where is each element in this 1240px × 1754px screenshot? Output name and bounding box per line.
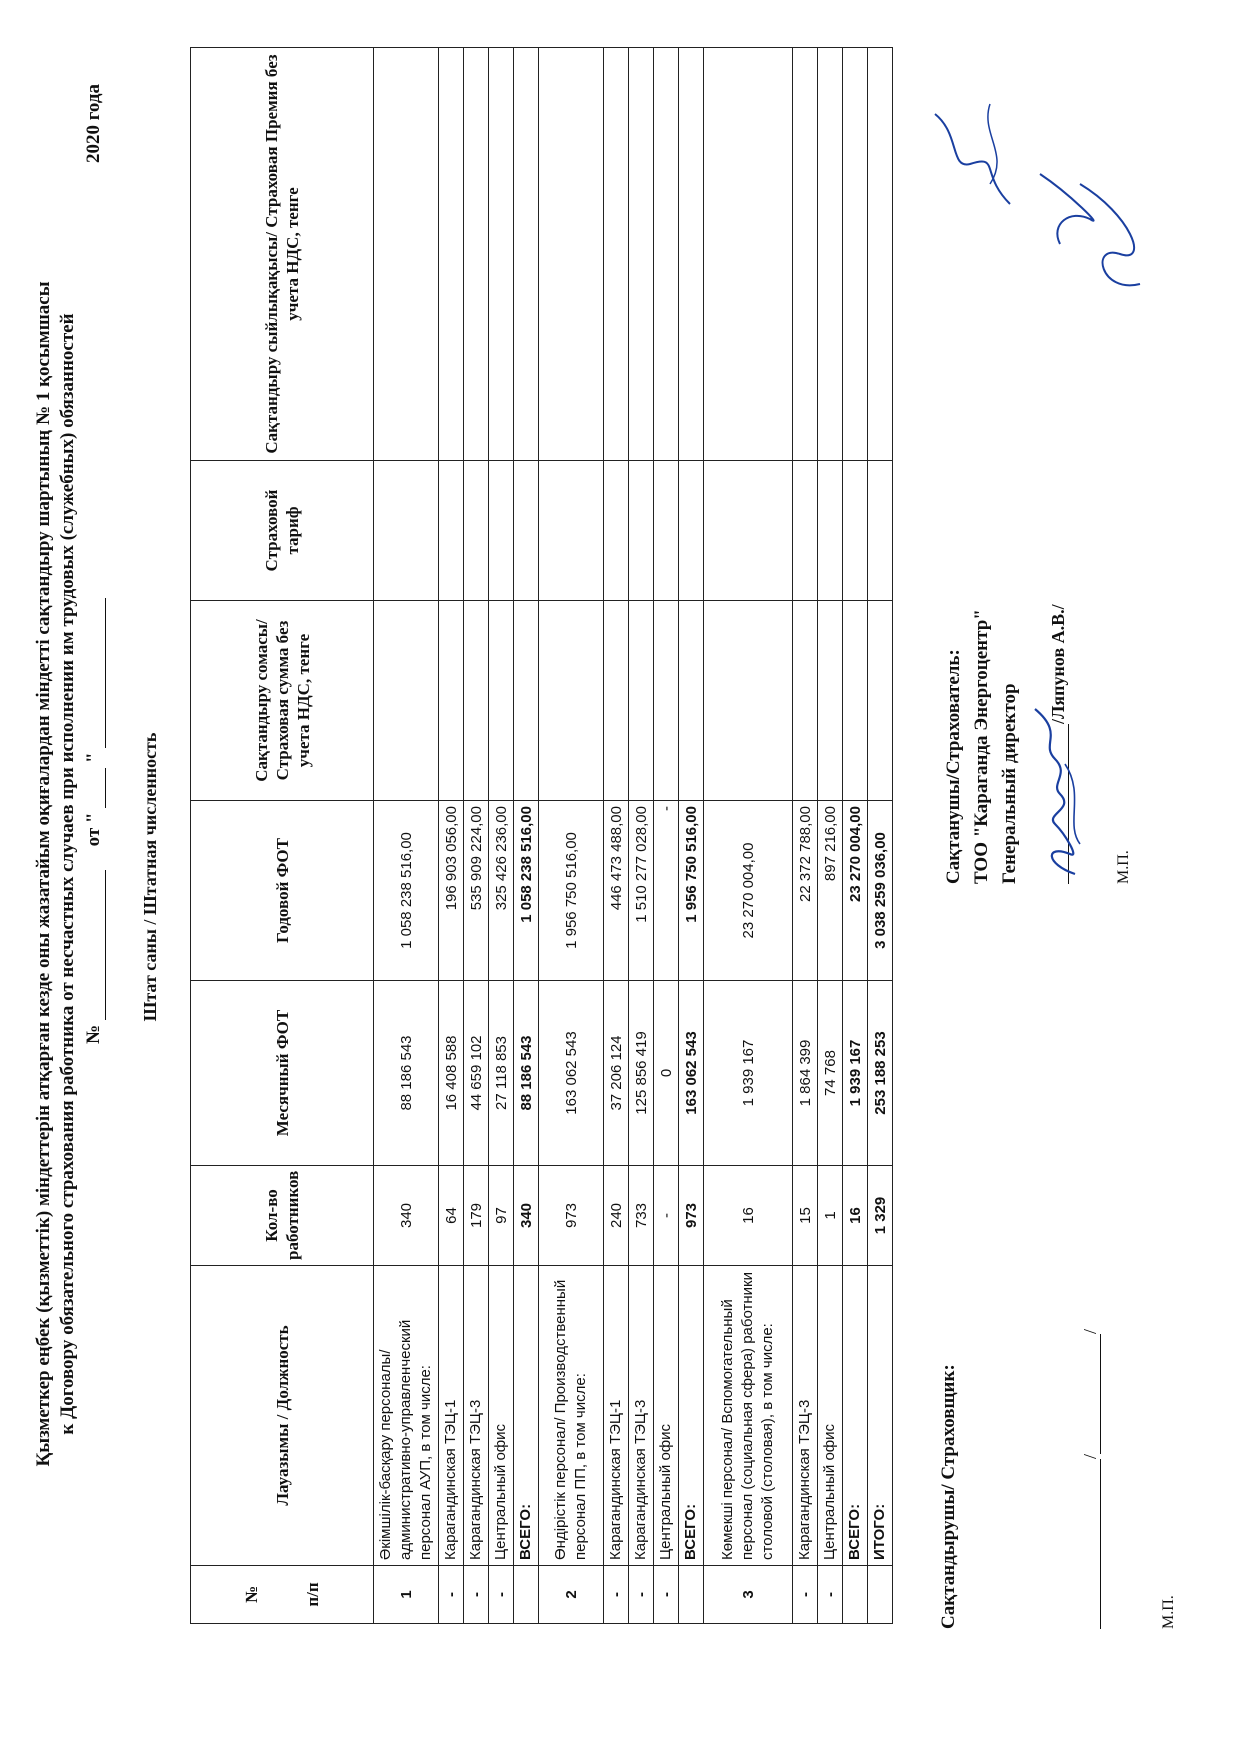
row-insured-sum bbox=[464, 601, 489, 801]
row-monthly-fot: 88 186 543 bbox=[514, 981, 539, 1166]
row-tariff bbox=[439, 461, 464, 601]
row-number: - bbox=[439, 1566, 464, 1624]
row-monthly-fot: 1 939 167 bbox=[843, 981, 868, 1166]
row-insured-sum bbox=[868, 601, 893, 801]
row-number bbox=[868, 1566, 893, 1624]
date-year: 2020 года bbox=[83, 84, 104, 163]
initial-signatures-image bbox=[920, 74, 1180, 304]
row-count: 15 bbox=[793, 1166, 818, 1266]
row-position: ВСЕГО: bbox=[514, 1266, 539, 1566]
row-number: - bbox=[818, 1566, 843, 1624]
row-premium bbox=[843, 48, 868, 461]
row-premium bbox=[464, 48, 489, 461]
row-premium bbox=[654, 48, 679, 461]
row-tariff bbox=[818, 461, 843, 601]
table-row bbox=[464, 48, 489, 1624]
row-number: - bbox=[489, 1566, 514, 1624]
row-insured-sum bbox=[514, 601, 539, 801]
row-monthly-fot: 74 768 bbox=[818, 981, 843, 1166]
row-count: 973 bbox=[679, 1166, 704, 1266]
row-annual-fot: 23 270 004,00 bbox=[704, 801, 793, 981]
header-line-russian: к Договору обязательного страхования работника от несчастных случаев при исполнении им трудовых (служебных) обязанностей bbox=[57, 313, 78, 1435]
row-number bbox=[843, 1566, 868, 1624]
row-position: Карагандинская ТЭЦ-3 bbox=[464, 1266, 489, 1566]
row-tariff bbox=[514, 461, 539, 601]
table-row-grand-total bbox=[868, 48, 893, 1624]
row-tariff bbox=[374, 461, 439, 601]
row-annual-fot: 535 909 224,00 bbox=[464, 801, 489, 981]
row-annual-fot: 1 058 238 516,00 bbox=[514, 801, 539, 981]
row-tariff bbox=[489, 461, 514, 601]
row-tariff bbox=[704, 461, 793, 601]
holder-stamp-place: М.П. bbox=[1115, 850, 1132, 884]
row-count: 179 bbox=[464, 1166, 489, 1266]
header-number-date bbox=[80, 64, 106, 1684]
row-annual-fot: 196 903 056,00 bbox=[439, 801, 464, 981]
row-premium bbox=[868, 48, 893, 461]
row-premium bbox=[679, 48, 704, 461]
table-row-total bbox=[679, 48, 704, 1624]
row-premium bbox=[793, 48, 818, 461]
row-annual-fot: 1 956 750 516,00 bbox=[539, 801, 604, 981]
table-row bbox=[654, 48, 679, 1624]
row-position: Карагандинская ТЭЦ-3 bbox=[629, 1266, 654, 1566]
row-count: 64 bbox=[439, 1166, 464, 1266]
row-annual-fot: 1 510 277 028,00 bbox=[629, 801, 654, 981]
table-row bbox=[604, 48, 629, 1624]
row-position: Карагандинская ТЭЦ-1 bbox=[604, 1266, 629, 1566]
row-insured-sum bbox=[654, 601, 679, 801]
row-count: 97 bbox=[489, 1166, 514, 1266]
row-tariff bbox=[629, 461, 654, 601]
contract-number bbox=[82, 598, 106, 1044]
row-number: - bbox=[793, 1566, 818, 1624]
row-insured-sum bbox=[374, 601, 439, 801]
row-monthly-fot: 1 864 399 bbox=[793, 981, 818, 1166]
holder-company: ТОО "Караганда Энергоцентр" bbox=[971, 609, 992, 884]
row-tariff bbox=[654, 461, 679, 601]
header-number bbox=[191, 1566, 374, 1624]
row-position: Центральный офис bbox=[818, 1266, 843, 1566]
row-tariff bbox=[843, 461, 868, 601]
row-monthly-fot: 37 206 124 bbox=[604, 981, 629, 1166]
row-position: ВСЕГО: bbox=[679, 1266, 704, 1566]
row-monthly-fot: 44 659 102 bbox=[464, 981, 489, 1166]
row-annual-fot: 23 270 004,00 bbox=[843, 801, 868, 981]
row-annual-fot: 446 473 488,00 bbox=[604, 801, 629, 981]
row-monthly-fot: 125 856 419 bbox=[629, 981, 654, 1166]
row-annual-fot: 1 956 750 516,00 bbox=[679, 801, 704, 981]
table-row bbox=[374, 48, 439, 1624]
signature-block bbox=[930, 64, 1210, 1684]
row-number: 1 bbox=[374, 1566, 439, 1624]
row-count: 16 bbox=[704, 1166, 793, 1266]
table-row-total bbox=[514, 48, 539, 1624]
row-insured-sum bbox=[843, 601, 868, 801]
header-number-bottom: п/п bbox=[303, 1582, 322, 1607]
row-count: 16 bbox=[843, 1166, 868, 1266]
row-position: Карагандинская ТЭЦ-3 bbox=[793, 1266, 818, 1566]
row-insured-sum bbox=[489, 601, 514, 801]
row-insured-sum bbox=[629, 601, 654, 801]
row-count: 340 bbox=[374, 1166, 439, 1266]
row-count: 340 bbox=[514, 1166, 539, 1266]
date-prefix: от " bbox=[83, 812, 104, 847]
row-count: 1 bbox=[818, 1166, 843, 1266]
header-insured-sum: Сақтандыру сомасы/ Страховая сумма без учета НДС, тенге bbox=[191, 601, 374, 801]
row-premium bbox=[374, 48, 439, 461]
row-premium bbox=[539, 48, 604, 461]
row-insured-sum bbox=[704, 601, 793, 801]
header-tariff: Страховой тариф bbox=[191, 461, 374, 601]
header-line-kazakh: Қызметкер еңбек (қызметтік) міндеттерін атқарған кезде оны жазатайым оқиғалардан міндетті сақтандыру шартының № 1 қосымшасы bbox=[33, 281, 54, 1467]
holder-name: /Ляпунов А.В./ bbox=[1048, 604, 1068, 724]
row-monthly-fot: 16 408 588 bbox=[439, 981, 464, 1166]
number-label: № bbox=[83, 1024, 104, 1044]
insurer-label: Сақтандырушы/ Страховщик: bbox=[938, 1364, 959, 1629]
header-count: Кол-во работников bbox=[191, 1166, 374, 1266]
row-monthly-fot: 163 062 543 bbox=[539, 981, 604, 1166]
holder-role: Генеральный директор bbox=[999, 683, 1020, 884]
row-annual-fot: - bbox=[654, 801, 679, 981]
header-premium: Сақтандыру сыйлықақысы/ Страховая Премия без учета НДС, тенге bbox=[191, 48, 374, 461]
row-number: 3 bbox=[704, 1566, 793, 1624]
row-tariff bbox=[604, 461, 629, 601]
row-tariff bbox=[464, 461, 489, 601]
row-tariff bbox=[868, 461, 893, 601]
row-insured-sum bbox=[679, 601, 704, 801]
table-header-row bbox=[191, 48, 374, 1624]
row-monthly-fot: 163 062 543 bbox=[679, 981, 704, 1166]
insurer-signature-line: // bbox=[1080, 1329, 1101, 1629]
row-number: - bbox=[464, 1566, 489, 1624]
row-number: 2 bbox=[539, 1566, 604, 1624]
row-insured-sum bbox=[439, 601, 464, 801]
month-blank bbox=[87, 598, 106, 748]
table-row bbox=[818, 48, 843, 1624]
row-premium bbox=[704, 48, 793, 461]
policyholder-block bbox=[940, 609, 1024, 884]
row-position: Центральный офис bbox=[489, 1266, 514, 1566]
row-annual-fot: 1 058 238 516,00 bbox=[374, 801, 439, 981]
row-tariff bbox=[539, 461, 604, 601]
header-position: Лауазымы / Должность bbox=[191, 1266, 374, 1566]
header-monthly-fot: Месячный ФОТ bbox=[191, 981, 374, 1166]
row-annual-fot: 22 372 788,00 bbox=[793, 801, 818, 981]
insurer-stamp-place: М.П. bbox=[1160, 1595, 1177, 1629]
day-blank bbox=[87, 768, 106, 808]
row-position: Әкімшілік-басқару персоналы/ административно-управленческий персонал АУП, в том числе: bbox=[374, 1266, 439, 1566]
row-monthly-fot: 88 186 543 bbox=[374, 981, 439, 1166]
table-title: Штат саны / Штатная численность bbox=[140, 732, 160, 1022]
row-insured-sum bbox=[793, 601, 818, 801]
row-insured-sum bbox=[818, 601, 843, 801]
row-position: ИТОГО: bbox=[868, 1266, 893, 1566]
row-premium bbox=[514, 48, 539, 461]
row-insured-sum bbox=[604, 601, 629, 801]
row-annual-fot: 3 038 259 036,00 bbox=[868, 801, 893, 981]
row-count: 973 bbox=[539, 1166, 604, 1266]
row-position: ВСЕГО: bbox=[843, 1266, 868, 1566]
row-number: - bbox=[604, 1566, 629, 1624]
row-count: 1 329 bbox=[868, 1166, 893, 1266]
row-position: Көмекші персонал/ Вспомогательный персонал (социальная сфера) работники столовой (столовая), в том числе: bbox=[704, 1266, 793, 1566]
row-tariff bbox=[793, 461, 818, 601]
table-row bbox=[793, 48, 818, 1624]
row-position: Өндірістік персонал/ Производственный персонал ПП, в том числе: bbox=[539, 1266, 604, 1566]
row-count: 733 bbox=[629, 1166, 654, 1266]
header-annual-fot: Годовой ФОТ bbox=[191, 801, 374, 981]
document-header bbox=[32, 64, 106, 1684]
row-annual-fot: 897 216,00 bbox=[818, 801, 843, 981]
holder-label: Сақтанушы/Страхователь: bbox=[943, 649, 964, 884]
header-number-top: № bbox=[242, 1585, 261, 1604]
table-row bbox=[539, 48, 604, 1624]
number-blank bbox=[87, 870, 106, 1020]
row-number bbox=[679, 1566, 704, 1624]
row-number: - bbox=[629, 1566, 654, 1624]
table-row bbox=[439, 48, 464, 1624]
table-row bbox=[629, 48, 654, 1624]
row-premium bbox=[629, 48, 654, 461]
row-number: - bbox=[654, 1566, 679, 1624]
row-monthly-fot: 27 118 853 bbox=[489, 981, 514, 1166]
row-insured-sum bbox=[539, 601, 604, 801]
row-position: Центральный офис bbox=[654, 1266, 679, 1566]
staff-table bbox=[190, 47, 893, 1624]
row-premium bbox=[439, 48, 464, 461]
row-position: Карагандинская ТЭЦ-1 bbox=[439, 1266, 464, 1566]
row-monthly-fot: 0 bbox=[654, 981, 679, 1166]
date-mid: " bbox=[83, 752, 104, 764]
row-monthly-fot: 253 188 253 bbox=[868, 981, 893, 1166]
row-annual-fot: 325 426 236,00 bbox=[489, 801, 514, 981]
table-row-total bbox=[843, 48, 868, 1624]
row-premium bbox=[604, 48, 629, 461]
row-number bbox=[514, 1566, 539, 1624]
director-signature-image bbox=[1025, 684, 1095, 884]
row-premium bbox=[818, 48, 843, 461]
row-count: 240 bbox=[604, 1166, 629, 1266]
row-count: - bbox=[654, 1166, 679, 1266]
row-tariff bbox=[679, 461, 704, 601]
row-monthly-fot: 1 939 167 bbox=[704, 981, 793, 1166]
table-row bbox=[489, 48, 514, 1624]
table-row bbox=[704, 48, 793, 1624]
row-premium bbox=[489, 48, 514, 461]
